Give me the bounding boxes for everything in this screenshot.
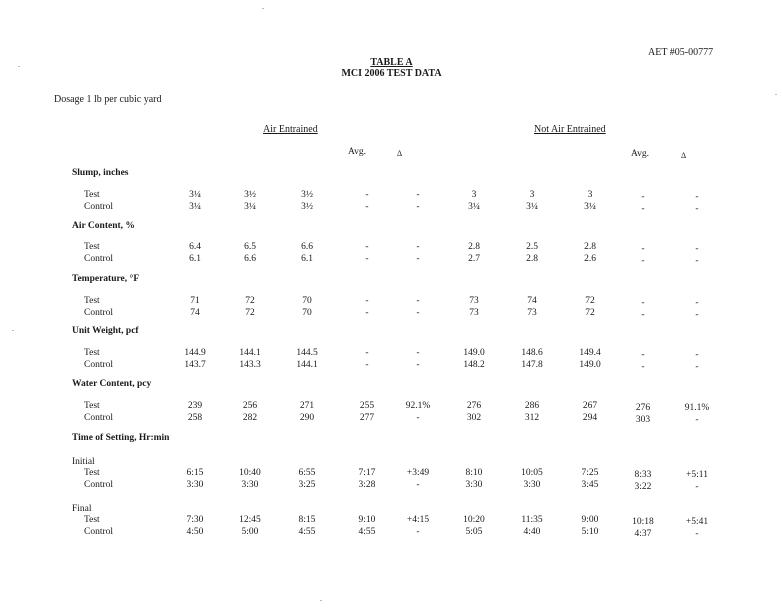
table-cell: - bbox=[365, 242, 369, 252]
row-label: Test bbox=[84, 190, 100, 200]
table-cell: - bbox=[365, 202, 369, 212]
table-cell: 312 bbox=[524, 413, 540, 423]
table-cell: 72 bbox=[585, 296, 595, 306]
table-cell: 294 bbox=[582, 413, 598, 423]
table-cell: 8:33 bbox=[634, 470, 652, 480]
table-cell: 4:40 bbox=[523, 527, 541, 537]
table-cell: 148.2 bbox=[463, 360, 485, 370]
table-cell: 144.1 bbox=[296, 360, 318, 370]
table-cell: - bbox=[695, 482, 699, 492]
avg-header-air-entrained: Avg. bbox=[348, 147, 367, 157]
table-cell: - bbox=[416, 296, 420, 306]
table-cell: 3¼ bbox=[244, 202, 256, 212]
table-cell: 3½ bbox=[301, 202, 313, 212]
table-cell: 91.1% bbox=[684, 403, 710, 413]
table-cell: 74 bbox=[190, 308, 200, 318]
table-cell: 276 bbox=[635, 403, 651, 413]
table-cell: - bbox=[695, 529, 699, 539]
section-title: Temperature, °F bbox=[72, 274, 140, 284]
table-cell: 282 bbox=[242, 413, 258, 423]
table-cell: 148.6 bbox=[521, 348, 543, 358]
table-cell: - bbox=[416, 202, 420, 212]
table-cell: 2.7 bbox=[468, 254, 480, 264]
table-cell: 2.8 bbox=[526, 254, 538, 264]
table-cell: - bbox=[641, 298, 645, 308]
table-cell: 11:35 bbox=[521, 515, 543, 525]
table-cell: 8:15 bbox=[298, 515, 316, 525]
table-cell: +4:15 bbox=[406, 515, 430, 525]
table-cell: 73 bbox=[469, 308, 479, 318]
table-cell: - bbox=[416, 308, 420, 318]
row-label: Test bbox=[84, 515, 100, 525]
table-cell: - bbox=[641, 362, 645, 372]
table-cell: - bbox=[365, 190, 369, 200]
table-cell: 144.9 bbox=[184, 348, 206, 358]
table-cell: 2.8 bbox=[584, 242, 596, 252]
table-cell: 258 bbox=[187, 413, 203, 423]
table-cell: 9:10 bbox=[358, 515, 376, 525]
row-label: Control bbox=[84, 413, 114, 423]
table-cell: 3:30 bbox=[186, 480, 204, 490]
delta-icon: Δ bbox=[681, 151, 687, 160]
table-cell: 290 bbox=[299, 413, 315, 423]
table-cell: 144.1 bbox=[239, 348, 261, 358]
table-cell: 149.0 bbox=[579, 360, 601, 370]
table-cell: - bbox=[416, 242, 420, 252]
table-cell: - bbox=[695, 192, 699, 202]
table-cell: 7:17 bbox=[358, 468, 376, 478]
row-label: Control bbox=[84, 527, 114, 537]
scan-speck bbox=[18, 66, 20, 67]
table-cell: - bbox=[416, 254, 420, 264]
table-cell: 70 bbox=[302, 308, 312, 318]
table-cell: - bbox=[641, 256, 645, 266]
table-cell: 71 bbox=[190, 296, 200, 306]
table-cell: - bbox=[416, 480, 420, 490]
table-cell: 147.8 bbox=[521, 360, 543, 370]
avg-header-not-air-entrained: Avg. bbox=[631, 149, 650, 159]
table-cell: 3:30 bbox=[523, 480, 541, 490]
table-cell: - bbox=[365, 254, 369, 264]
row-label: Test bbox=[84, 468, 100, 478]
table-cell: 3 bbox=[587, 190, 593, 200]
table-cell: 144.5 bbox=[296, 348, 318, 358]
table-cell: - bbox=[695, 256, 699, 266]
table-cell: 10:18 bbox=[632, 517, 654, 527]
document-id: AET #05-00777 bbox=[648, 47, 714, 58]
table-cell: 73 bbox=[527, 308, 537, 318]
table-cell: 3:25 bbox=[298, 480, 316, 490]
dosage-note: Dosage 1 lb per cubic yard bbox=[54, 94, 162, 105]
table-cell: 286 bbox=[524, 401, 540, 411]
table-cell: - bbox=[416, 360, 420, 370]
table-cell: - bbox=[365, 296, 369, 306]
table-cell: - bbox=[695, 362, 699, 372]
table-cell: 3 bbox=[471, 190, 477, 200]
table-cell: 10:05 bbox=[521, 468, 543, 478]
table-cell: 277 bbox=[359, 413, 375, 423]
table-cell: 276 bbox=[466, 401, 482, 411]
table-cell: - bbox=[365, 308, 369, 318]
table-cell: - bbox=[695, 298, 699, 308]
table-cell: +5:41 bbox=[685, 517, 709, 527]
table-cell: 239 bbox=[187, 401, 203, 411]
table-cell: 92.1% bbox=[405, 401, 431, 411]
table-subtitle: MCI 2006 TEST DATA bbox=[341, 68, 442, 79]
table-cell: 6:15 bbox=[186, 468, 204, 478]
table-cell: - bbox=[365, 348, 369, 358]
delta-icon: Δ bbox=[397, 149, 403, 158]
table-cell: 143.3 bbox=[239, 360, 261, 370]
table-cell: 6.4 bbox=[189, 242, 201, 252]
table-cell: - bbox=[641, 204, 645, 214]
table-cell: - bbox=[695, 244, 699, 254]
row-label: Test bbox=[84, 401, 100, 411]
table-cell: 3:28 bbox=[358, 480, 376, 490]
table-cell: 73 bbox=[469, 296, 479, 306]
table-cell: 3½ bbox=[244, 190, 256, 200]
table-cell: - bbox=[641, 192, 645, 202]
group-header-air-entrained: Air Entrained bbox=[263, 124, 318, 135]
section-title: Time of Setting, Hr:min bbox=[72, 433, 170, 443]
table-cell: 149.0 bbox=[463, 348, 485, 358]
table-cell: +3:49 bbox=[406, 468, 430, 478]
table-cell: 6.6 bbox=[244, 254, 256, 264]
table-cell: - bbox=[416, 527, 420, 537]
table-cell: 2.8 bbox=[468, 242, 480, 252]
table-cell: 3¼ bbox=[468, 202, 480, 212]
table-cell: 74 bbox=[527, 296, 537, 306]
table-cell: 72 bbox=[245, 296, 255, 306]
section-title: Slump, inches bbox=[72, 168, 129, 178]
row-label: Control bbox=[84, 254, 114, 264]
table-cell: - bbox=[641, 244, 645, 254]
row-label: Control bbox=[84, 360, 114, 370]
table-cell: - bbox=[416, 413, 420, 423]
table-cell: 2.5 bbox=[526, 242, 538, 252]
row-label: Test bbox=[84, 296, 100, 306]
table-cell: +5:11 bbox=[686, 470, 708, 480]
table-cell: 3¼ bbox=[584, 202, 596, 212]
section-title: Water Content, pcy bbox=[72, 379, 152, 389]
table-cell: 4:37 bbox=[634, 529, 652, 539]
table-cell: 3 bbox=[529, 190, 535, 200]
table-cell: 72 bbox=[585, 308, 595, 318]
table-cell: 7:30 bbox=[186, 515, 204, 525]
table-cell: 12:45 bbox=[239, 515, 261, 525]
table-cell: - bbox=[695, 415, 699, 425]
group-header-not-air-entrained: Not Air Entrained bbox=[534, 124, 606, 135]
table-cell: - bbox=[365, 360, 369, 370]
row-label: Test bbox=[84, 242, 100, 252]
scan-speck bbox=[320, 600, 322, 601]
table-cell: 3:30 bbox=[465, 480, 483, 490]
table-cell: - bbox=[641, 350, 645, 360]
scan-speck bbox=[12, 330, 14, 331]
table-cell: 255 bbox=[359, 401, 375, 411]
table-cell: 9:00 bbox=[581, 515, 599, 525]
table-cell: 256 bbox=[242, 401, 258, 411]
scan-speck bbox=[775, 94, 777, 95]
table-cell: 6.5 bbox=[244, 242, 256, 252]
table-cell: - bbox=[695, 350, 699, 360]
row-label: Control bbox=[84, 308, 114, 318]
table-cell: - bbox=[641, 310, 645, 320]
table-cell: 3¼ bbox=[189, 202, 201, 212]
table-cell: 4:50 bbox=[186, 527, 204, 537]
table-cell: 4:55 bbox=[358, 527, 376, 537]
table-cell: 5:10 bbox=[581, 527, 599, 537]
section-title: Air Content, % bbox=[72, 221, 135, 231]
table-cell: - bbox=[416, 348, 420, 358]
table-cell: - bbox=[695, 204, 699, 214]
table-cell: 3½ bbox=[301, 190, 313, 200]
table-cell: 149.4 bbox=[579, 348, 601, 358]
table-cell: - bbox=[416, 190, 420, 200]
table-cell: 5:00 bbox=[241, 527, 259, 537]
table-cell: 3:30 bbox=[241, 480, 259, 490]
table-cell: - bbox=[695, 310, 699, 320]
table-cell: 271 bbox=[299, 401, 315, 411]
subsection-title: Initial bbox=[72, 457, 95, 467]
section-title: Unit Weight, pcf bbox=[72, 326, 139, 336]
table-cell: 302 bbox=[466, 413, 482, 423]
table-cell: 143.7 bbox=[184, 360, 206, 370]
table-cell: 70 bbox=[302, 296, 312, 306]
table-cell: 3¼ bbox=[189, 190, 201, 200]
table-cell: 4:55 bbox=[298, 527, 316, 537]
table-title: TABLE A bbox=[370, 57, 413, 68]
table-cell: 10:40 bbox=[239, 468, 261, 478]
table-cell: 6.1 bbox=[189, 254, 201, 264]
table-cell: 8:10 bbox=[465, 468, 483, 478]
row-label: Control bbox=[84, 480, 114, 490]
table-cell: 3:45 bbox=[581, 480, 599, 490]
table-cell: 7:25 bbox=[581, 468, 599, 478]
table-cell: 6:55 bbox=[298, 468, 316, 478]
table-cell: 3:22 bbox=[634, 482, 652, 492]
table-cell: 72 bbox=[245, 308, 255, 318]
table-cell: 6.1 bbox=[301, 254, 313, 264]
row-label: Test bbox=[84, 348, 100, 358]
table-cell: 3¼ bbox=[526, 202, 538, 212]
subsection-title: Final bbox=[72, 504, 92, 514]
table-cell: 10:20 bbox=[463, 515, 485, 525]
table-cell: 303 bbox=[635, 415, 651, 425]
scan-speck bbox=[262, 8, 264, 9]
table-cell: 6.6 bbox=[301, 242, 313, 252]
table-cell: 2.6 bbox=[584, 254, 596, 264]
table-cell: 267 bbox=[582, 401, 598, 411]
table-cell: 5:05 bbox=[465, 527, 483, 537]
row-label: Control bbox=[84, 202, 114, 212]
